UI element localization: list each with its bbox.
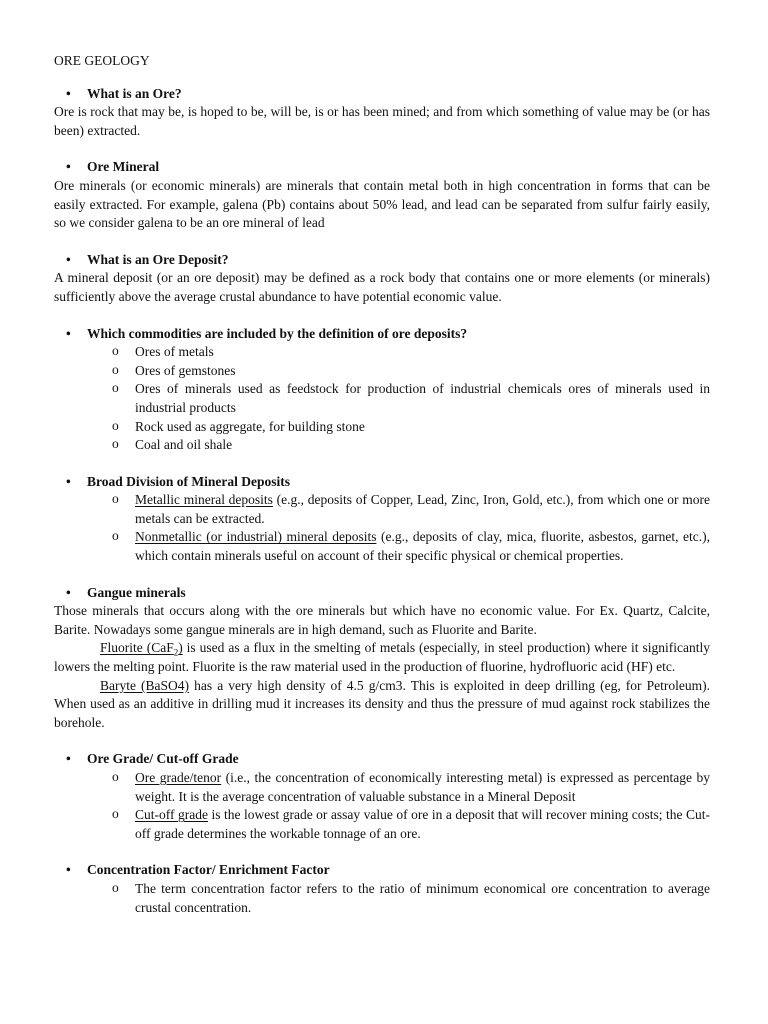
item-text: (e.g., deposits of clay, mica, fluorite, asbestos, garnet, etc.), which contain minerals useful on account of their specific physical or chemical properties. (135, 529, 710, 564)
list-item: o The term concentration factor refers to the ratio of minimum economical ore concentration to average crustal concentration. (54, 880, 710, 917)
section-broad-division (54, 473, 710, 566)
division-list (54, 491, 710, 565)
section-heading: • Which commodities are included by the definition of ore deposits? (54, 325, 710, 344)
section-heading: • What is an Ore Deposit? (54, 251, 710, 270)
section-heading: • Ore Grade/ Cut-off Grade (54, 750, 710, 769)
list-item: o Coal and oil shale (54, 436, 710, 455)
section-what-is-ore (54, 85, 710, 141)
paragraph-text: is used as a flux in the smelting of metals (especially, in steel production) where it significantly lowers the melting point. Fluorite is the raw material used in the production of fluorine, hydrofluoric acid (HF) etc. (54, 640, 710, 675)
list-item (54, 491, 710, 528)
underlined-term: Cut-off grade (135, 807, 208, 823)
item-text: (e.g., deposits of Copper, Lead, Zinc, Iron, Gold, etc.), from which one or more metals can be extracted. (135, 492, 710, 526)
section-heading: • Concentration Factor/ Enrichment Factor (54, 861, 710, 880)
item-text: is the lowest grade or assay value of ore in a deposit that will recover mining costs; the Cut-off grade determines the workable tonnage of an ore. (135, 807, 710, 841)
section-heading: • Ore Mineral (54, 158, 710, 177)
underlined-term: Ore grade/tenor (135, 770, 222, 785)
list-item: o Rock used as aggregate, for building stone (54, 418, 710, 437)
underlined-term: Nonmetallic (or industrial) mineral deposits (135, 529, 377, 545)
baryte-paragraph (54, 677, 710, 733)
fluorite-paragraph (54, 639, 710, 676)
list-item: o Ores of minerals used as feedstock for production of industrial chemicals ores of minerals used in industrial products (54, 380, 710, 417)
list-item: o Ores of metals (54, 343, 710, 362)
section-body: A mineral deposit (or an ore deposit) may be defined as a rock body that contains one or more elements (or minerals) sufficiently above the average crustal abundance to have potential economic value. (54, 270, 710, 304)
document-page (54, 52, 710, 935)
list-item (54, 769, 710, 806)
commodities-list (54, 343, 710, 455)
section-body: Ore is rock that may be, is hoped to be, will be, is or has been mined; and from which something of value may be (or has been) extracted. (54, 104, 710, 138)
section-heading: • What is an Ore? (54, 85, 710, 104)
section-body: Those minerals that occurs along with the ore minerals but which have no economic value. For Ex. Quartz, Calcite, Barite. Nowadays some gangue minerals are in high demand, such as Fluorite and Barite. (54, 603, 710, 637)
underlined-term: Baryte (BaSO4) (100, 677, 190, 693)
section-heading: • Gangue minerals (54, 584, 710, 603)
item-text: (i.e., the concentration of economically interesting metal) is expressed as percentage by weight. It is the average concentration of valuable substance in a Mineral Deposit (135, 770, 710, 804)
concentration-list (54, 880, 710, 917)
list-item (54, 528, 710, 565)
section-ore-deposit (54, 251, 710, 307)
section-heading: • Broad Division of Mineral Deposits (54, 473, 710, 492)
section-commodities (54, 325, 710, 455)
grade-list (54, 769, 710, 843)
underlined-term: Fluorite (CaF$_2$) (100, 640, 183, 659)
section-gangue (54, 584, 710, 733)
document-title: ORE GEOLOGY (54, 53, 150, 68)
section-ore-mineral (54, 158, 710, 232)
list-item (54, 806, 710, 843)
section-concentration-factor (54, 861, 710, 917)
paragraph-text: has a very high density of 4.5 g/cm3. This is exploited in deep drilling (eg, for Petroleum). When used as an additive in drilling mud it increases its density and thus the pressure of mud against rock stabilizes the borehole. (54, 677, 710, 730)
list-item: o Ores of gemstones (54, 362, 710, 381)
section-ore-grade (54, 750, 710, 843)
section-body: Ore minerals (or economic minerals) are minerals that contain metal both in high concentration in forms that can be easily extracted. For example, galena (Pb) contains about 50% lead, and lead can be separated from sulfur fairly easily, so we consider galena to be an ore mineral of lead (54, 177, 710, 231)
underlined-term: Metallic mineral deposits (135, 492, 273, 508)
